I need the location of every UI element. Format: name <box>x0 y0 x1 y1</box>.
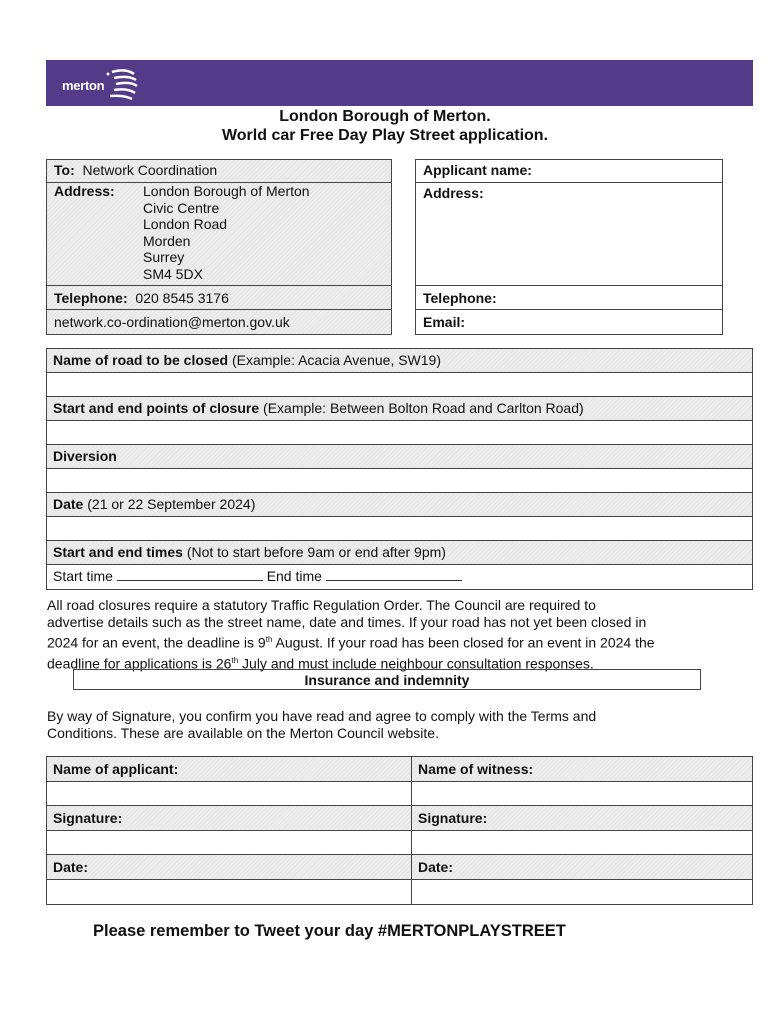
ordinal-suffix: th <box>231 655 239 665</box>
merton-logo <box>60 66 150 102</box>
applicant-date-input[interactable] <box>47 880 412 905</box>
witness-date-header: Date: <box>418 859 454 875</box>
road-name-input[interactable] <box>47 373 752 397</box>
diversion-header <box>47 445 752 469</box>
applicant-name-input[interactable] <box>47 782 412 806</box>
closure-points-header <box>47 397 752 421</box>
logo-text: merton <box>62 78 105 93</box>
agreement-paragraph <box>47 708 727 742</box>
date-header <box>47 493 752 517</box>
signature-header-row <box>47 757 752 782</box>
witness-name-header: Name of witness: <box>418 761 534 777</box>
address-label: Address: <box>54 183 115 199</box>
page-title: London Borough of Merton. <box>279 108 491 125</box>
signature-input-row <box>47 880 752 905</box>
signature-input-row <box>47 831 752 856</box>
address-line: Morden <box>143 232 191 249</box>
to-value: Network Coordination <box>82 162 218 178</box>
signature-header-row <box>47 806 752 831</box>
applicant-address-label: Address: <box>423 185 484 201</box>
notice-text: deadline for applications is 26 <box>47 655 232 672</box>
applicant-name-label: Applicant name: <box>423 162 532 178</box>
notice-text: August. If your road has been closed for an event in 2024 the <box>272 634 655 651</box>
agreement-line: Conditions. These are available on the Merton Council website. <box>47 725 439 741</box>
closure-points-label: Start and end points of closure <box>53 400 260 416</box>
applicant-box <box>415 159 723 335</box>
logo-swirl-icon <box>104 66 144 102</box>
times-label: Start and end times <box>53 544 183 560</box>
address-line: Surrey <box>143 249 185 265</box>
page-subtitle: World car Free Day Play Street application. <box>221 127 549 144</box>
signature-header-row <box>47 855 752 880</box>
ordinal-suffix: th <box>265 635 273 644</box>
closure-form <box>46 348 753 590</box>
insurance-heading: Insurance and indemnity <box>73 669 701 690</box>
date-hint: (21 or 22 September 2024) <box>87 496 256 512</box>
address-line: SM4 5DX <box>143 265 203 282</box>
telephone-value: 020 8545 3176 <box>135 290 229 306</box>
notice-line: advertise details such as the street name, date and times. If your road has not yet been closed in <box>47 614 647 630</box>
email-value: network.co-ordination@merton.gov.uk <box>54 314 290 330</box>
times-row <box>47 565 752 589</box>
to-box <box>46 159 392 335</box>
header-banner <box>46 60 753 106</box>
address-block <box>143 183 310 282</box>
closure-points-input[interactable] <box>47 421 752 445</box>
notice-paragraph <box>47 597 727 672</box>
witness-signature-input[interactable] <box>412 831 752 855</box>
date-label: Date <box>53 496 84 512</box>
notice-line: All road closures require a statutory Traffic Regulation Order. The Council are required to <box>47 597 596 613</box>
start-time-field[interactable] <box>117 568 263 581</box>
signature-table <box>46 756 753 905</box>
address-line: Civic Centre <box>143 199 220 216</box>
applicant-signature-header: Signature: <box>47 806 412 830</box>
notice-text: 2024 for an event, the deadline is 9 <box>47 634 266 651</box>
diversion-input[interactable] <box>47 469 752 493</box>
end-time-label: End time <box>266 568 322 584</box>
to-label: To: <box>54 162 75 178</box>
applicant-email-label: Email: <box>423 314 466 330</box>
tweet-reminder: Please remember to Tweet your day #MERTONPLAYSTREET <box>93 922 566 940</box>
address-line: London Road <box>143 216 228 232</box>
applicant-telephone-label: Telephone: <box>423 290 497 306</box>
signature-input-row <box>47 782 752 807</box>
road-name-hint: (Example: Acacia Avenue, SW19) <box>231 352 442 368</box>
witness-name-input[interactable] <box>412 782 752 806</box>
road-name-header <box>47 349 752 373</box>
notice-text: July and must include neighbour consultation responses. <box>238 655 594 672</box>
notice-line <box>47 631 727 652</box>
road-name-label: Name of road to be closed <box>53 352 229 368</box>
times-hint: (Not to start before 9am or end after 9pm) <box>186 544 446 560</box>
closure-points-hint: (Example: Between Bolton Road and Carlton Road) <box>263 400 584 416</box>
applicant-name-header: Name of applicant: <box>47 757 412 781</box>
times-header <box>47 541 752 565</box>
witness-date-input[interactable] <box>412 880 752 905</box>
start-time-label: Start time <box>53 568 113 584</box>
agreement-line: By way of Signature, you confirm you have read and agree to comply with the Terms and <box>47 708 597 724</box>
applicant-signature-input[interactable] <box>47 831 412 855</box>
end-time-field[interactable] <box>326 568 462 581</box>
applicant-date-header: Date: <box>47 855 412 879</box>
date-input[interactable] <box>47 517 752 541</box>
witness-signature-header: Signature: <box>418 810 488 826</box>
diversion-label: Diversion <box>53 448 117 464</box>
address-line: London Borough of Merton <box>143 183 310 199</box>
telephone-label: Telephone: <box>54 290 128 306</box>
